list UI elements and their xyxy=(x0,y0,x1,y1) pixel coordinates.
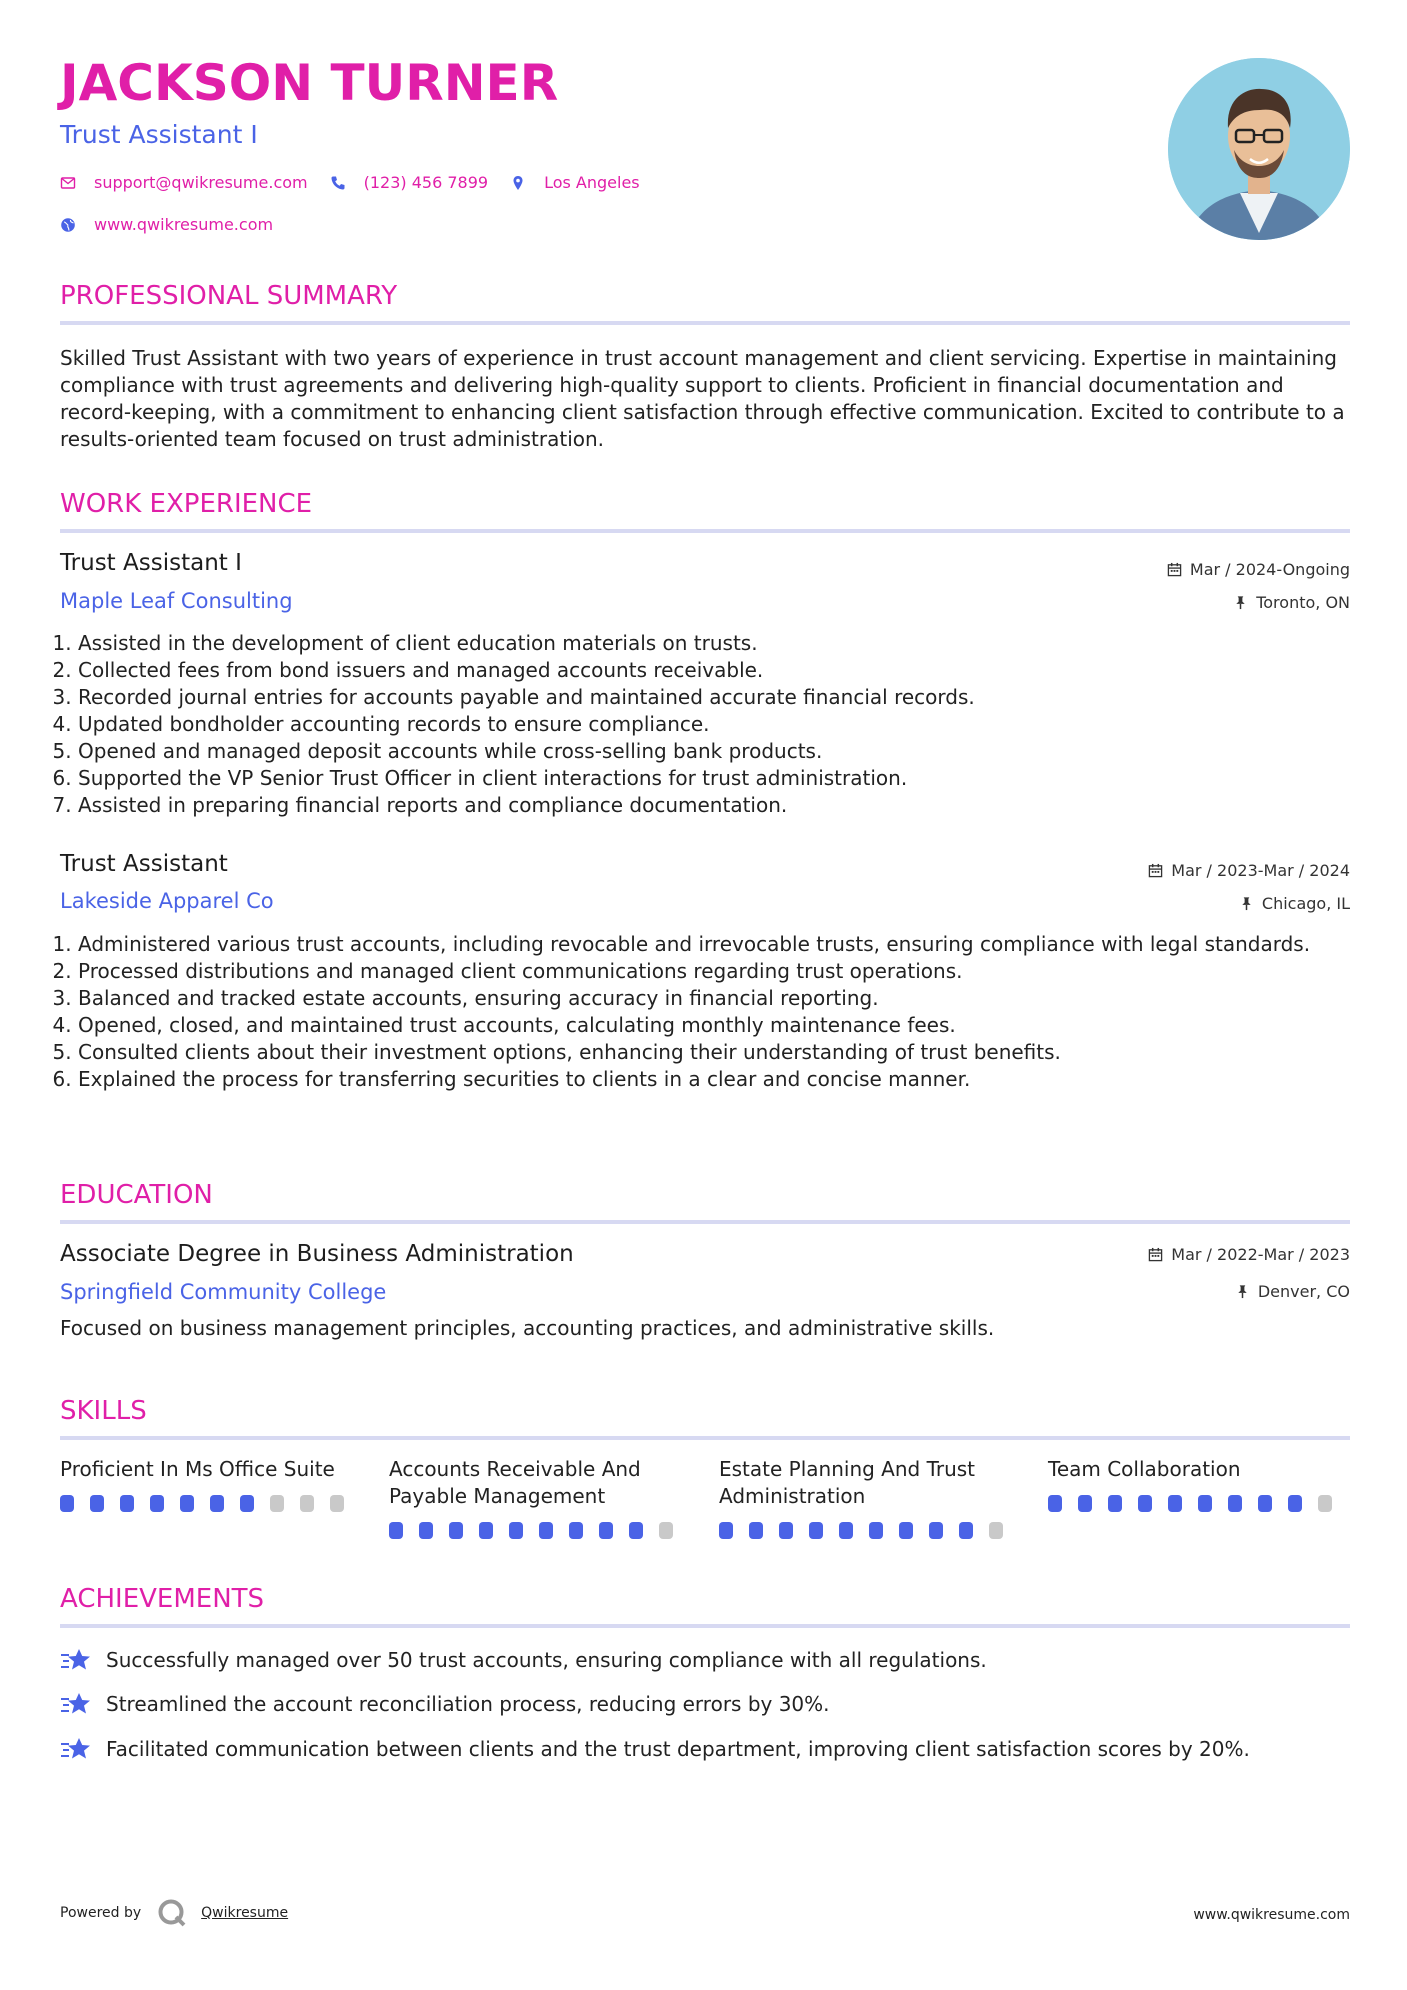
job-location xyxy=(1239,894,1350,913)
rating-dot-filled xyxy=(749,1522,763,1539)
skill-name: Team Collaboration xyxy=(1048,1457,1241,1481)
powered-by-label: Powered by xyxy=(60,1905,142,1921)
rating-dot-filled xyxy=(1078,1495,1092,1512)
skill-rating xyxy=(719,1522,1019,1539)
contact-phone[interactable] xyxy=(330,173,488,192)
list-item: 2. Processed distributions and managed client communications regarding trust operations. xyxy=(78,958,1348,985)
job-dates xyxy=(1148,861,1350,880)
contact-email[interactable] xyxy=(60,173,308,192)
rating-dot-filled xyxy=(569,1522,583,1539)
summary-heading: PROFESSIONAL SUMMARY xyxy=(60,281,398,311)
pushpin-icon xyxy=(1235,1284,1250,1299)
phone-icon xyxy=(330,175,346,191)
candidate-title: Trust Assistant I xyxy=(60,120,258,149)
globe-icon xyxy=(60,217,76,233)
rating-dot-filled xyxy=(869,1522,883,1539)
job-dates-text: Mar / 2024-Ongoing xyxy=(1189,560,1350,579)
rating-dot-filled xyxy=(539,1522,553,1539)
rating-dot-filled xyxy=(90,1495,104,1512)
envelope-icon xyxy=(60,175,76,191)
rating-dot-empty xyxy=(270,1495,284,1512)
rating-dot-filled xyxy=(1168,1495,1182,1512)
rating-dot-filled xyxy=(150,1495,164,1512)
calendar-icon xyxy=(1148,863,1163,878)
qwikresume-logo-icon xyxy=(157,1898,187,1928)
job-location-text: Toronto, ON xyxy=(1256,593,1350,612)
rating-dot-empty xyxy=(1318,1495,1332,1512)
list-item: 4. Updated bondholder accounting records to ensure compliance. xyxy=(78,711,1348,738)
list-item: 6. Supported the VP Senior Trust Officer in client interactions for trust administration. xyxy=(78,765,1348,792)
job-bullets xyxy=(60,931,1348,1093)
rating-dot-filled xyxy=(210,1495,224,1512)
rating-dot-empty xyxy=(330,1495,344,1512)
section-divider xyxy=(60,1436,1350,1440)
list-item: 4. Opened, closed, and maintained trust accounts, calculating monthly maintenance fees. xyxy=(78,1012,1348,1039)
candidate-name: JACKSON TURNER xyxy=(60,54,559,112)
skill-name: Estate Planning And Trust Administration xyxy=(719,1457,976,1508)
company-name: Maple Leaf Consulting xyxy=(60,589,293,613)
skill-item xyxy=(719,1456,1019,1539)
achievement-text: Facilitated communication between clients and the trust department, improving client satisfaction scores by 20%. xyxy=(106,1737,1250,1761)
list-item: 1. Administered various trust accounts, including revocable and irrevocable trusts, ensuring compliance with legal standards. xyxy=(78,931,1348,958)
rating-dot-filled xyxy=(959,1522,973,1539)
rating-dot-filled xyxy=(719,1522,733,1539)
skill-rating xyxy=(1048,1495,1348,1512)
section-divider xyxy=(60,1624,1350,1628)
footer-branding xyxy=(60,1898,288,1928)
contact-row-website xyxy=(60,215,295,234)
rating-dot-empty xyxy=(659,1522,673,1539)
skill-rating xyxy=(389,1522,689,1539)
achievement-text: Successfully managed over 50 trust accounts, ensuring compliance with all regulations. xyxy=(106,1648,987,1672)
calendar-icon xyxy=(1167,562,1182,577)
skills-heading: SKILLS xyxy=(60,1396,147,1426)
skill-item xyxy=(60,1456,360,1512)
rating-dot-empty xyxy=(989,1522,1003,1539)
skill-item xyxy=(1048,1456,1348,1512)
rating-dot-filled xyxy=(389,1522,403,1539)
rating-dot-filled xyxy=(1048,1495,1062,1512)
star-icon xyxy=(60,1736,92,1762)
list-item: 3. Recorded journal entries for accounts payable and maintained accurate financial records. xyxy=(78,684,1348,711)
list-item: 6. Explained the process for transferring securities to clients in a clear and concise manner. xyxy=(78,1066,1348,1093)
job-location xyxy=(1233,593,1350,612)
footer-website[interactable]: www.qwikresume.com xyxy=(1193,1907,1350,1923)
map-pin-icon xyxy=(510,175,526,191)
job-title: Trust Assistant I xyxy=(60,550,242,576)
contact-location xyxy=(510,173,640,192)
skill-rating xyxy=(60,1495,360,1512)
rating-dot-filled xyxy=(1198,1495,1212,1512)
star-icon xyxy=(60,1647,92,1673)
job-bullets xyxy=(60,630,1348,819)
skill-item xyxy=(389,1456,689,1539)
achievement-item xyxy=(60,1691,830,1717)
email-text: support@qwikresume.com xyxy=(94,173,308,192)
rating-dot-filled xyxy=(449,1522,463,1539)
rating-dot-filled xyxy=(509,1522,523,1539)
rating-dot-filled xyxy=(240,1495,254,1512)
job-location-text: Chicago, IL xyxy=(1261,894,1350,913)
list-item: 7. Assisted in preparing financial reports and compliance documentation. xyxy=(78,792,1348,819)
rating-dot-filled xyxy=(1228,1495,1242,1512)
education-dates-text: Mar / 2022-Mar / 2023 xyxy=(1171,1245,1350,1264)
rating-dot-filled xyxy=(629,1522,643,1539)
contact-row xyxy=(60,173,662,192)
section-divider xyxy=(60,321,1350,325)
education-heading: EDUCATION xyxy=(60,1180,213,1210)
education-description: Focused on business management principles, accounting practices, and administrative skills. xyxy=(60,1316,995,1340)
achievement-text: Streamlined the account reconciliation process, reducing errors by 30%. xyxy=(106,1692,830,1716)
phone-text: (123) 456 7899 xyxy=(363,173,489,192)
list-item: 5. Consulted clients about their investment options, enhancing their understanding of trust benefits. xyxy=(78,1039,1348,1066)
calendar-icon xyxy=(1148,1247,1163,1262)
education-location-text: Denver, CO xyxy=(1257,1282,1350,1301)
section-divider xyxy=(60,1220,1350,1224)
skill-name: Accounts Receivable And Payable Management xyxy=(389,1457,641,1508)
list-item: 1. Assisted in the development of client education materials on trusts. xyxy=(78,630,1348,657)
pushpin-icon xyxy=(1239,896,1254,911)
rating-dot-filled xyxy=(1258,1495,1272,1512)
list-item: 2. Collected fees from bond issuers and managed accounts receivable. xyxy=(78,657,1348,684)
education-dates xyxy=(1148,1245,1350,1264)
rating-dot-filled xyxy=(1288,1495,1302,1512)
rating-dot-filled xyxy=(419,1522,433,1539)
contact-website[interactable] xyxy=(60,215,273,234)
achievement-item xyxy=(60,1647,987,1673)
rating-dot-filled xyxy=(839,1522,853,1539)
section-divider xyxy=(60,529,1350,533)
rating-dot-filled xyxy=(899,1522,913,1539)
job-title: Trust Assistant xyxy=(60,851,228,877)
rating-dot-filled xyxy=(1108,1495,1122,1512)
experience-heading: WORK EXPERIENCE xyxy=(60,489,313,519)
job-dates-text: Mar / 2023-Mar / 2024 xyxy=(1171,861,1350,880)
rating-dot-empty xyxy=(300,1495,314,1512)
rating-dot-filled xyxy=(120,1495,134,1512)
achievements-heading: ACHIEVEMENTS xyxy=(60,1584,265,1614)
company-name: Lakeside Apparel Co xyxy=(60,889,274,913)
rating-dot-filled xyxy=(779,1522,793,1539)
list-item: 5. Opened and managed deposit accounts while cross-selling bank products. xyxy=(78,738,1348,765)
rating-dot-filled xyxy=(60,1495,74,1512)
profile-photo xyxy=(1168,58,1350,240)
brand-link[interactable]: Qwikresume xyxy=(201,1905,289,1921)
job-dates xyxy=(1167,560,1350,579)
achievement-item xyxy=(60,1736,1250,1762)
rating-dot-filled xyxy=(1138,1495,1152,1512)
pushpin-icon xyxy=(1233,595,1248,610)
rating-dot-filled xyxy=(180,1495,194,1512)
rating-dot-filled xyxy=(929,1522,943,1539)
summary-text: Skilled Trust Assistant with two years of experience in trust account management and client servicing. Expertise in maintaining compliance with trust agreements and delivering high-quality support to clients. Proficient in financial documentation and record-keeping, with a commitment to enhancing client satisfaction through effective communication. Excited to contribute to a results-oriented team focused on trust administration. xyxy=(60,346,1345,451)
education-location xyxy=(1235,1282,1350,1301)
degree-title: Associate Degree in Business Administration xyxy=(60,1241,574,1267)
rating-dot-filled xyxy=(599,1522,613,1539)
website-text: www.qwikresume.com xyxy=(94,215,274,234)
school-name: Springfield Community College xyxy=(60,1280,387,1304)
star-icon xyxy=(60,1691,92,1717)
skill-name: Proficient In Ms Office Suite xyxy=(60,1457,335,1481)
list-item: 3. Balanced and tracked estate accounts, ensuring accuracy in financial reporting. xyxy=(78,985,1348,1012)
rating-dot-filled xyxy=(479,1522,493,1539)
location-text: Los Angeles xyxy=(544,173,640,192)
rating-dot-filled xyxy=(809,1522,823,1539)
